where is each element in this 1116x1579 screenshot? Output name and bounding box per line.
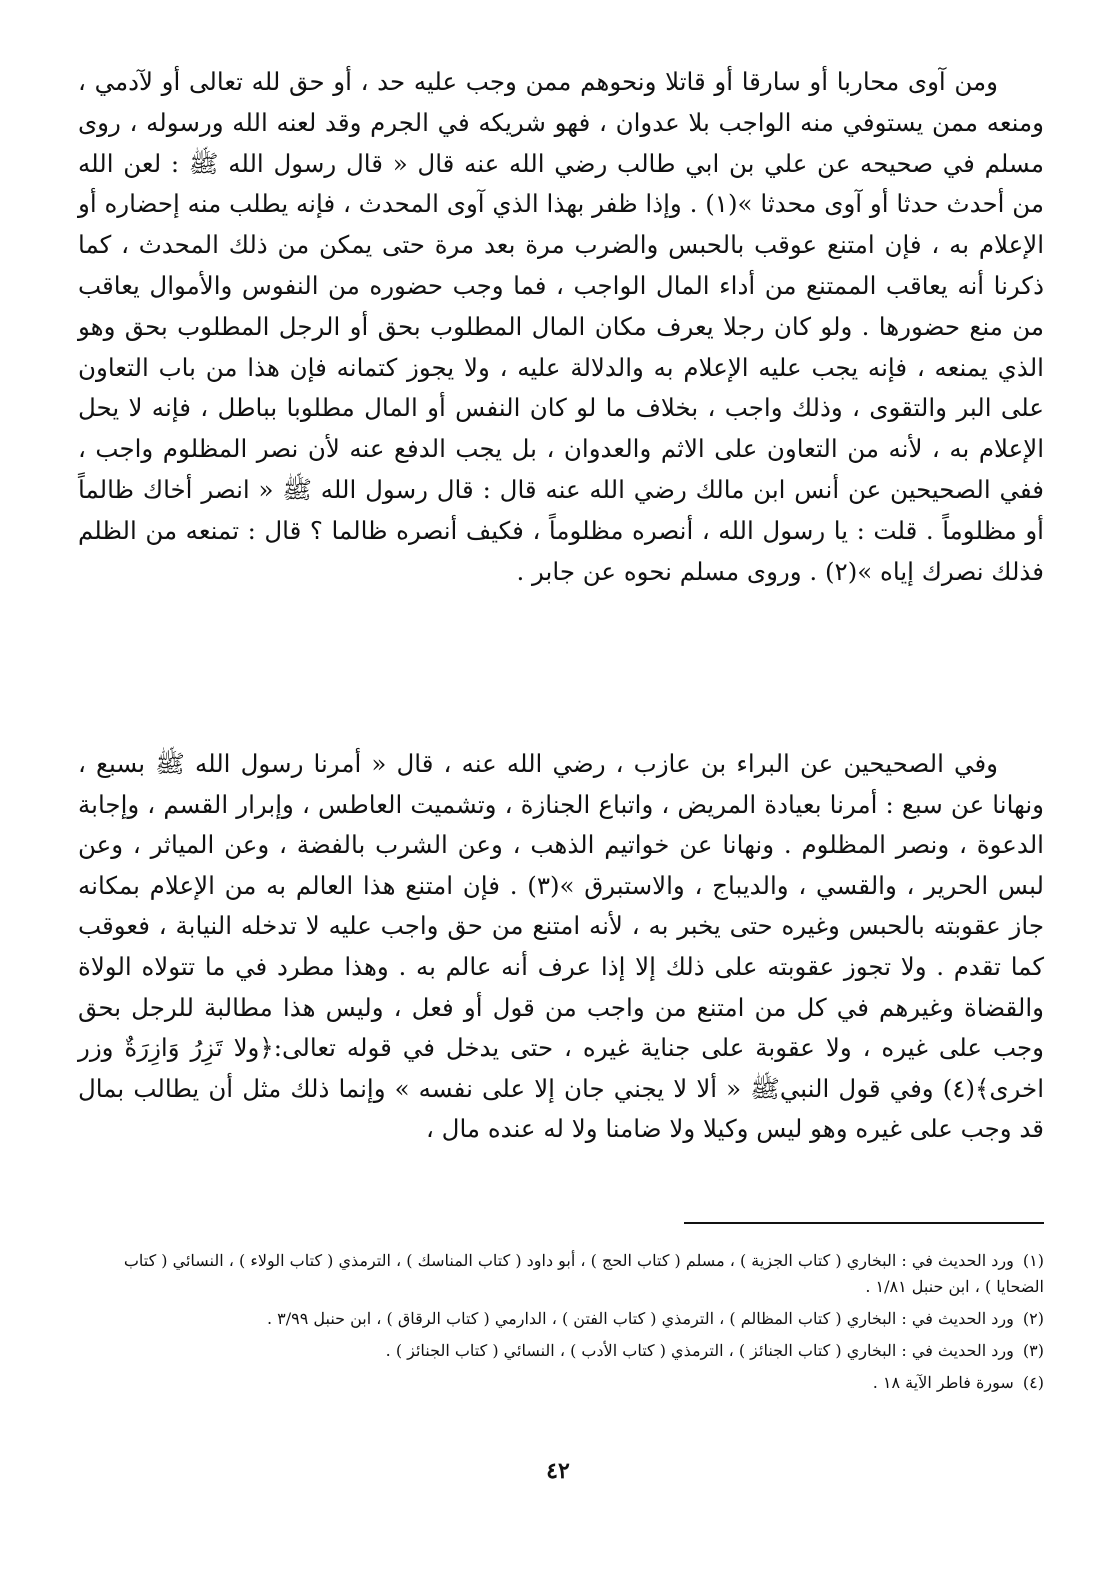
footnote-text: ورد الحديث في : البخاري ( كتاب الجنائز ) ، الترمذي ( كتاب الأدب ) ، النسائي ( كتاب الجنائز ) .: [385, 1341, 1014, 1360]
paragraph-text: ومن آوى محاربا أو سارقا أو قاتلا ونحوهم ممن وجب عليه حد ، أو حق لله تعالى أو لآدمي ، ومنعه ممن يستوفي منه الواجب بلا عدوان ، فهو شريكه في الجرم وقد لعنه الله ورسوله ، روى مسلم في صحيحه عن علي بن ابي طالب رضي الله عنه قال « قال رسول الله ﷺ : لعن الله من أحدث حدثا أو آوى محدثا »(١) . وإذا ظفر بهذا الذي آوى المحدث ، فإنه يطلب منه إحضاره أو الإعلام به ، فإن امتنع عوقب بالحبس والضرب مرة بعد مرة حتى يمكن من ذلك المحدث ، كما ذكرنا أنه يعاقب الممتنع من أداء المال الواجب ، فما وجب حضوره من النفوس والأموال يعاقب من منع حضورها . ولو كان رجلا يعرف مكان المال المطلوب بحق أو الرجل المطلوب بحق وهو الذي يمنعه ، فإنه يجب عليه الإعلام به والدلالة عليه ، ولا يجوز كتمانه فإن هذا من باب التعاون على البر والتقوى ، وذلك واجب ، بخلاف ما لو كان النفس أو المال مطلوبا بباطل ، فإنه لا يحل الإعلام به ، لأنه من التعاون على الاثم والعدوان ، بل يجب الدفع عنه لأن نصر المظلوم واجب ، ففي الصحيحين عن أنس ابن مالك رضي الله عنه قال : قال رسول الله ﷺ « انصر أخاك ظالماً أو مظلوماً . قلت : يا رسول الله ، أنصره مظلوماً ، فكيف أنصره ظالما ؟ قال : تمنعه من الظلم فذلك نصرك إياه »(٢) . وروى مسلم نحوه عن جابر .: [78, 67, 1044, 586]
footnote-divider: [684, 1222, 1044, 1224]
footnote-item: [78, 1248, 1044, 1300]
body-paragraph-2: [78, 744, 1044, 1150]
footnotes: [78, 1248, 1044, 1402]
footnote-item: [78, 1338, 1044, 1364]
footnote-text: ورد الحديث في : البخاري ( كتاب الجزية ) ، مسلم ( كتاب الحج ) ، أبو داود ( كتاب المناسك ) ، الترمذي ( كتاب الولاء ) ، النسائي ( كتاب الضحايا ) ، ابن حنبل ١/٨١ .: [123, 1251, 1044, 1296]
footnote-text: ورد الحديث في : البخاري ( كتاب المظالم ) ، الترمذي ( كتاب الفتن ) ، الدارمي ( كتاب الرقاق ) ، ابن حنبل ٣/٩٩ .: [266, 1309, 1014, 1328]
footnote-number: (١): [1022, 1251, 1044, 1270]
footnote-text: سورة فاطر الآية ١٨ .: [872, 1373, 1014, 1392]
footnote-item: [78, 1370, 1044, 1396]
page-number: ٤٢: [546, 1458, 570, 1484]
footnote-number: (٢): [1022, 1309, 1044, 1328]
footnote-item: [78, 1306, 1044, 1332]
body-paragraph-1: [78, 62, 1044, 592]
footnote-number: (٤): [1022, 1373, 1044, 1392]
paragraph-text: وفي الصحيحين عن البراء بن عازب ، رضي الله عنه ، قال « أمرنا رسول الله ﷺ بسبع ، ونهانا عن سبع : أمرنا بعيادة المريض ، واتباع الجنازة ، وتشميت العاطس ، وإبرار القسم ، وإجابة الدعوة ، ونصر المظلوم . ونهانا عن خواتيم الذهب ، وعن الشرب بالفضة ، وعن المياثر ، وعن لبس الحرير ، والقسي ، والديباج ، والاستبرق »(٣) . فإن امتنع هذا العالم به من الإعلام بمكانه جاز عقوبته بالحبس وغيره حتى يخبر به ، لأنه امتنع من حق واجب عليه لا تدخله النيابة ، فعوقب كما تقدم . ولا تجوز عقوبته على ذلك إلا إذا عرف أنه عالم به . وهذا مطرد في ما تتولاه الولاة والقضاة وغيرهم في كل من امتنع من واجب من قول أو فعل ، وليس هذا مطالبة للرجل بحق وجب على غيره ، ولا عقوبة على جناية غيره ، حتى يدخل في قوله تعالى:﴿ولا تَزِرُ وَازِرَةٌ وزر اخرى﴾(٤) وفي قول النبيﷺ « ألا لا يجني جان إلا على نفسه » وإنما ذلك مثل أن يطالب بمال قد وجب على غيره وهو ليس وكيلا ولا ضامنا ولا له عنده مال ،: [78, 749, 1044, 1144]
footnote-number: (٣): [1022, 1341, 1044, 1360]
